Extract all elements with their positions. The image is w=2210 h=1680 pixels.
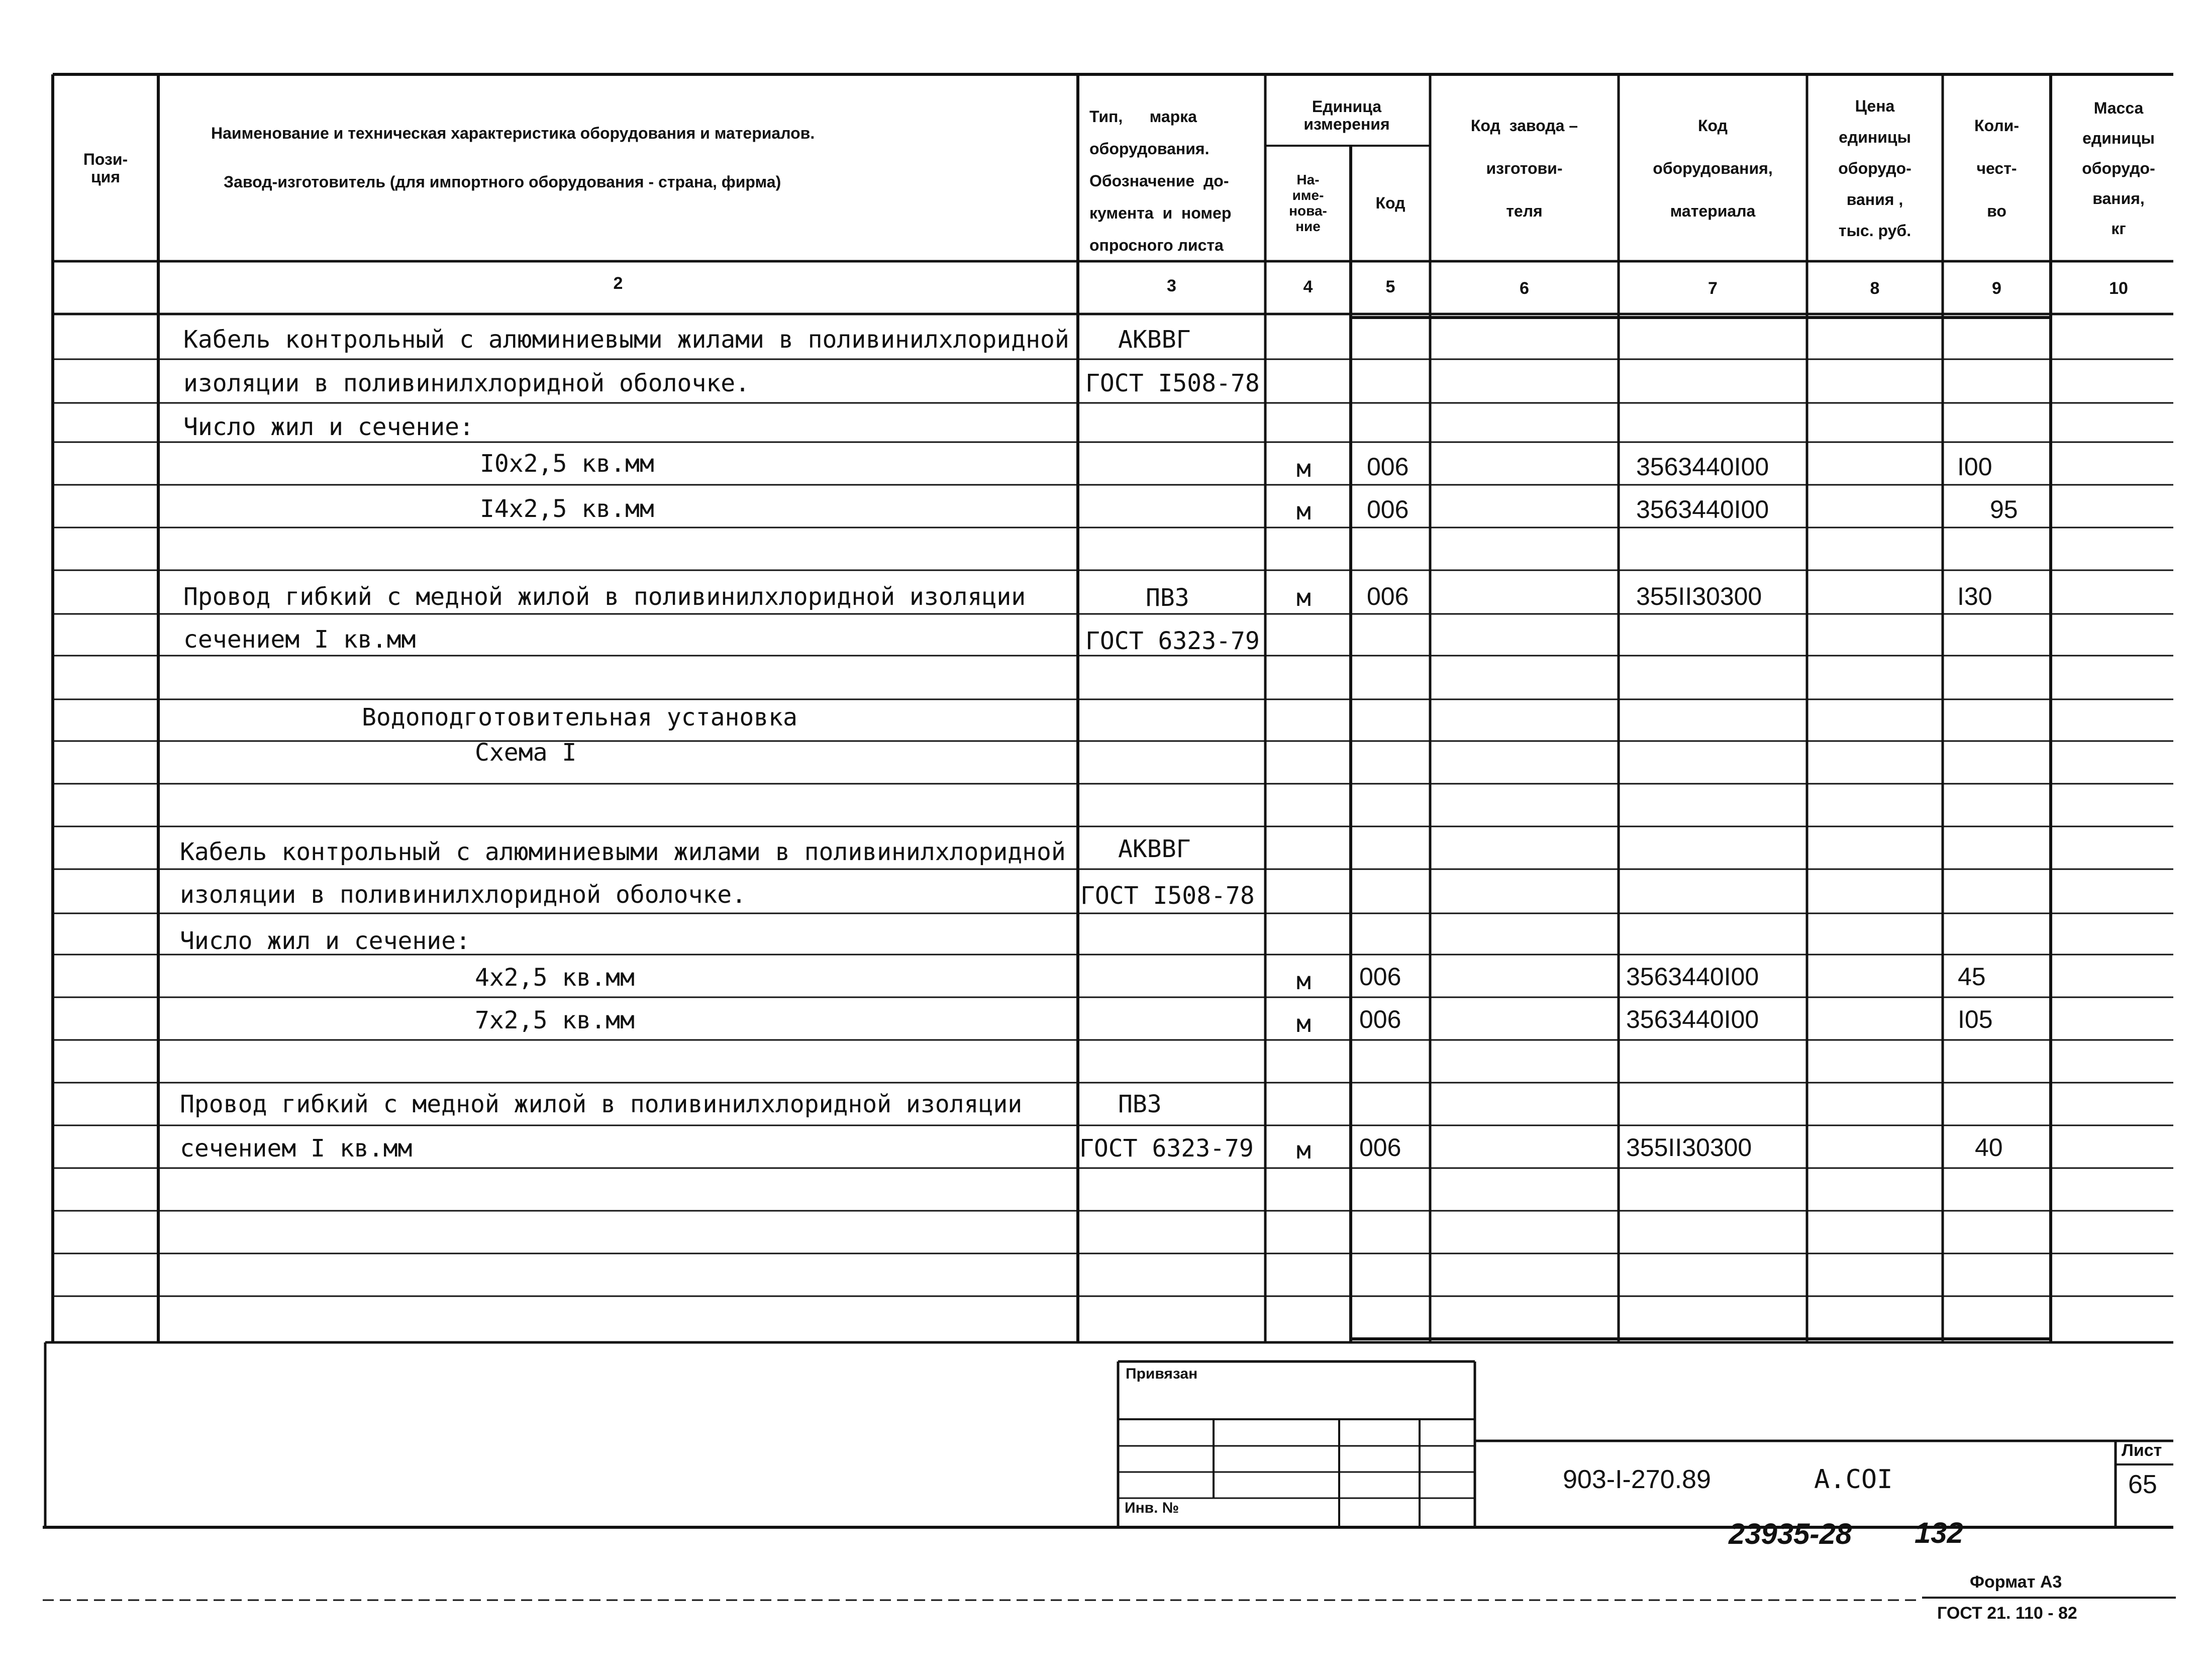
header-unit-group: Единица измерения (1303, 97, 1390, 133)
column-number: 10 (2109, 279, 2128, 298)
row-7-unit: м (1296, 584, 1311, 612)
row-4-unit: м (1296, 455, 1311, 483)
column-number: 8 (1870, 279, 1880, 298)
row-1-type: АКВВГ (1118, 326, 1191, 354)
row-12-type: АКВВГ (1118, 835, 1191, 863)
row-5-material: 3563440I00 (1636, 495, 1769, 523)
row-4-name: I0x2,5 кв.мм (480, 450, 654, 478)
section-subtitle: Схема I (475, 739, 577, 767)
row-18-quantity: 40 (1975, 1133, 2003, 1162)
gost-label: ГОСТ 21. 110 - 82 (1937, 1604, 2077, 1623)
archive-number: 23935-28 (1729, 1518, 1852, 1550)
header-unit-name: На- име- нова- ние (1289, 172, 1327, 234)
header-name-line2: Завод-изготовитель (для импортного оборудования - страна, фирма) (224, 173, 781, 191)
row-17-type: ПВЗ (1118, 1090, 1162, 1118)
stamp-inv-no: Инв. № (1125, 1500, 1179, 1516)
section-title: Водоподготовительная установка (362, 703, 797, 731)
row-18-code: 006 (1359, 1133, 1401, 1162)
column-number: 3 (1167, 276, 1176, 295)
doc-suffix: А.COI (1814, 1464, 1893, 1495)
row-12-name: Кабель контрольный с алюминиевыми жилами в поливинилхлоридной (180, 838, 1066, 866)
row-1-name: Кабель контрольный с алюминиевыми жилами в поливинилхлоридной (183, 326, 1069, 354)
header-position: Пози- ция (83, 150, 128, 186)
row-7-type: ПВЗ (1146, 584, 1189, 612)
row-2-type: ГОСТ I508-78 (1085, 369, 1260, 397)
row-13-type: ГОСТ I508-78 (1080, 882, 1255, 910)
row-15-code: 006 (1359, 963, 1401, 991)
row-2-name: изоляции в поливинилхлоридной оболочке. (183, 369, 750, 397)
row-18-unit: м (1296, 1136, 1311, 1165)
row-8-type: ГОСТ 6323-79 (1085, 627, 1260, 655)
header-price: Цена единицы оборудо- вания , тыс. руб. (1838, 97, 1912, 240)
sheet-number: 65 (2128, 1470, 2157, 1499)
column-number: 6 (1520, 279, 1529, 298)
column-number: 9 (1992, 279, 2001, 298)
header-type: Тип, марка оборудования. Обозначение до- кумента и номер опросного листа (1089, 108, 1232, 254)
row-7-name: Провод гибкий с медной жилой в поливинилхлоридной изоляции (183, 583, 1026, 611)
row-16-material: 3563440I00 (1626, 1005, 1759, 1033)
row-18-material: 355II30300 (1626, 1133, 1752, 1162)
row-5-unit: м (1296, 497, 1311, 526)
archive-page: 132 (1915, 1517, 1963, 1549)
row-13-name: изоляции в поливинилхлоридной оболочке. (180, 881, 747, 909)
doc-code: 903-I-270.89 (1563, 1465, 1711, 1494)
row-4-code: 006 (1367, 453, 1409, 481)
row-18-type: ГОСТ 6323-79 (1079, 1134, 1254, 1163)
column-number: 4 (1303, 277, 1313, 296)
stamp-privyazan: Привязан (1126, 1366, 1198, 1382)
column-number: 5 (1385, 277, 1395, 296)
row-17-name: Провод гибкий с медной жилой в поливинилхлоридной изоляции (180, 1090, 1023, 1118)
row-3-name: Число жил и сечение: (183, 413, 474, 441)
header-factory-code: Код завода – изготови- теля (1470, 116, 1578, 220)
row-15-name: 4x2,5 кв.мм (475, 964, 635, 992)
header-material-code: Код оборудования, материала (1653, 116, 1773, 220)
row-7-material: 355II30300 (1636, 582, 1762, 610)
row-14-name: Число жил и сечение: (180, 927, 470, 955)
row-16-unit: м (1296, 1010, 1311, 1038)
row-18-name: сечением I кв.мм (180, 1134, 413, 1163)
header-unit-code: Код (1375, 194, 1405, 213)
row-4-quantity: I00 (1957, 453, 1992, 481)
row-4-material: 3563440I00 (1636, 453, 1769, 481)
sheet-label: Лист (2122, 1441, 2162, 1460)
header-mass: Масса единицы оборудо- вания, кг (2082, 99, 2155, 238)
header-quantity: Коли- чест- во (1974, 116, 2019, 220)
row-8-name: сечением I кв.мм (183, 625, 416, 654)
row-5-quantity: 95 (1990, 495, 2018, 523)
row-5-name: I4x2,5 кв.мм (480, 495, 654, 523)
row-15-quantity: 45 (1958, 963, 1986, 991)
row-5-code: 006 (1367, 495, 1409, 523)
row-16-code: 006 (1359, 1005, 1401, 1033)
row-16-quantity: I05 (1958, 1005, 1993, 1033)
row-7-quantity: I30 (1957, 582, 1992, 610)
row-16-name: 7x2,5 кв.мм (475, 1006, 635, 1034)
header-name-line1: Наименование и техническая характеристика оборудования и материалов. (211, 124, 815, 142)
row-7-code: 006 (1367, 582, 1409, 610)
column-number: 2 (613, 274, 623, 293)
row-15-material: 3563440I00 (1626, 963, 1759, 991)
row-15-unit: м (1296, 967, 1311, 995)
format-label: Формат А3 (1970, 1572, 2062, 1592)
column-number: 7 (1708, 279, 1718, 298)
